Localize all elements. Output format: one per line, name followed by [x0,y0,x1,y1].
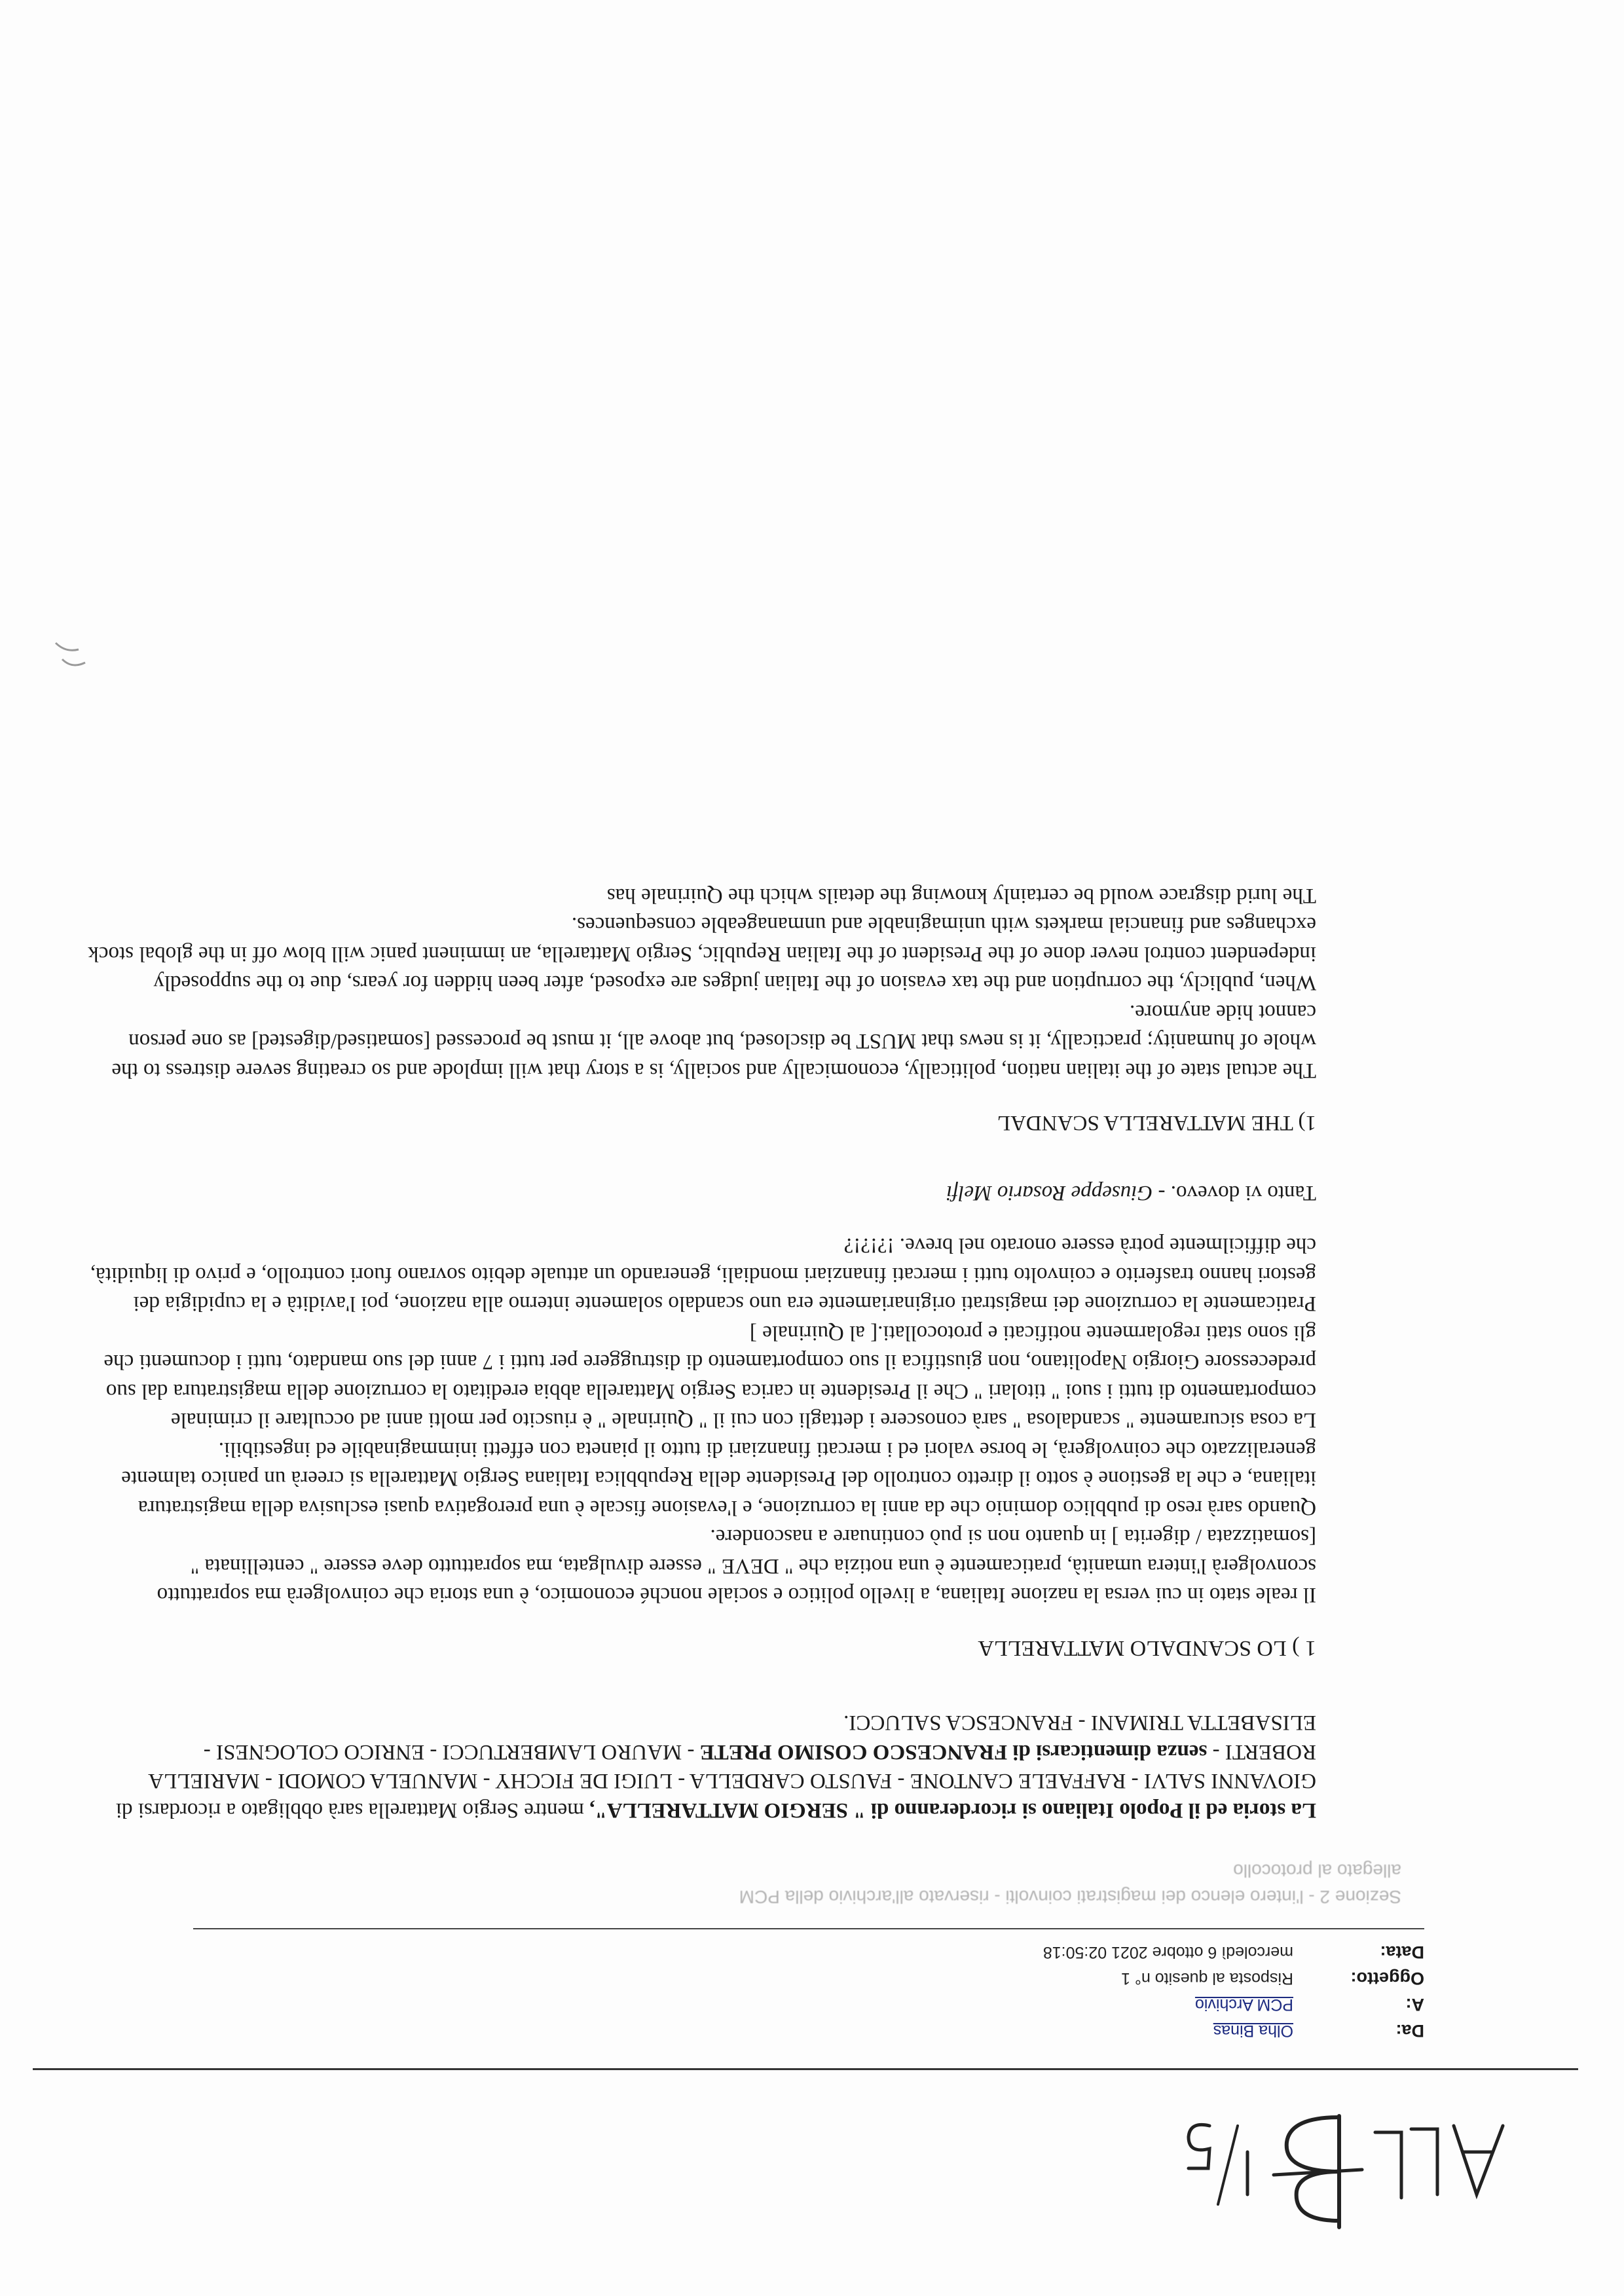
to-value[interactable]: PCM Archivio [1194,1995,1293,2014]
email-header-row [573,2018,1424,2044]
intro-bold: La storia ed il Popolo Italiano si ricorderanno di " SERGIO MATTARELLA", [589,1798,1316,1822]
signoff [85,1178,1316,1208]
intro-tail: - MAURO LAMBERTUCCI - ENRICO COLOGNESI - ELISABETTA TRIMANI - FRANCESCA SALUCCI. [203,1711,1316,1764]
document-body [85,881,1316,1825]
subject-label: Oggetto: [1350,1969,1424,1989]
italian-paragraph-4: Praticamente la corruzione dei magistrati originariamente era uno scandalo solamente interno alla nazione, poi l'avidità e la cupidigia dei gestori hanno trasferito e coinvolto tutti i mercati finanziari mondiali, generando un attuale debito sovrano fuori controllo, e privo di liquidità, che difficilmente potrà essere onorato nel breve. !?!?!? [90,1233,1316,1316]
faded-line: Sezione 2 - l'intero elenco dei magistrati coinvolti - riservato all'archivio della PCM [739,1887,1401,1907]
top-divider [33,2068,1578,2070]
email-header-row [573,1992,1424,2018]
from-value[interactable]: Olha Binas [1213,2022,1293,2041]
faded-line: allegato al protocollo [1233,1861,1401,1881]
handwritten-annotation [1175,2103,1516,2267]
margin-ink-mark [46,633,92,672]
from-label: Da: [1395,2021,1424,2041]
intro-names: mentre Sergio Mattarella sarà obbligato a ricordarsi di GIOVANNI SALVI - RAFFAELE CANTONE - FAUSTO CARDELLA - LUIGI DE FICCHY - MANUELA COMODI - MARIELLA ROBERTI - [115,1740,1316,1822]
intro-paragraph [85,1708,1316,1825]
date-value: mercoledì 6 ottobre 2021 02:50:18 [1043,1943,1293,1962]
italian-paragraph-1: Il reale stato in cui versa la nazione Italiana, a livello politico e sociale nonché economico, è una storia che coinvolgerà ma soprattutto sconvolgerà l'intera umanità, praticamente è una notizia che " DEVE " essere divulgata, ma soprattutto deve essere " centellinata " [somatizzata / digerita ] in quanto non si può continuare a nascondere. [157,1525,1316,1607]
signoff-text: Tanto vi dovevo. - [1153,1181,1316,1205]
english-paragraph-3: The lurid disgrace would be certainly knowing the details which the Quirinale has [606,884,1316,907]
subject-value: Risposta al quesito n° 1 [1121,1969,1293,1988]
email-header-row [573,1965,1424,1992]
author-name: Giuseppe Rosario Melfi [946,1181,1153,1205]
italian-heading: 1 ) LO SCANDALO MATTARELLA [978,1636,1316,1660]
english-paragraph-1: The actual state of the italian nation, politically, economically and socially, is a story that will implode and so creating severe distress to the whole of humanity; practically, it is news that MUST be disclosed, but above all, it must be processed [somatised/digested] as one person cannot hide anymore. [111,1000,1316,1082]
date-label: Data: [1380,1942,1424,1963]
italian-paragraph-2: Quando sarà reso di pubblico dominio che da anni la corruzione, e l'evasione fiscale è una prerogativa quasi esclusiva della magistratura italiana, e che la gestione è sotto il diretto controllo del Presidente della Repubblica Italiana Sergio Mattarella si creerà un panico talmente generalizzato che coinvolgerà, le borse valori ed i mercati finanziari di tutto il pianeta con effetti inimmaginabile ed ingestibili. [121,1438,1316,1520]
italian-paragraph-3: La cosa sicuramente " scandalosa " sarà conoscere i dettagli con cui il " Quirinale " è riuscito per molti anni ad occultare il criminale comportamento di tutti i suoi " titolari " Che il Presidente in carica Sergio Mattarella abbia ereditato la corruzione della magistratura dal suo predecessore Giorgio Napolitano, non giustifica il suo comportamento di distruggere per tutti i 7 anni del suo mandato, tutti i documenti che gli sono stati regolarmente notificati e protocollati.[ al Quirinale ] [103,1321,1316,1432]
header-divider [193,1928,1424,1929]
email-header-row [573,1939,1424,1965]
email-header [573,1939,1424,2044]
english-paragraph-2: When, publicly, the corruption and the tax evasion of the Italian judges are exposed, after been hidden for years, due to the supposedly independent control never done of the President of the Italian Republic, Sergio Mattarella, an imminent panic will blow off in the global stock exchanges and financial markets with unimaginable and unmanageable consequences. [88,913,1316,995]
intro-bold-names: senza dimenticarsi di FRANCESCO COSIMO PRETE [699,1740,1208,1764]
english-heading: 1) THE MATTARELLA SCANDAL [997,1111,1316,1135]
to-label: A: [1405,1995,1424,2015]
faded-header-text [419,1857,1401,1910]
